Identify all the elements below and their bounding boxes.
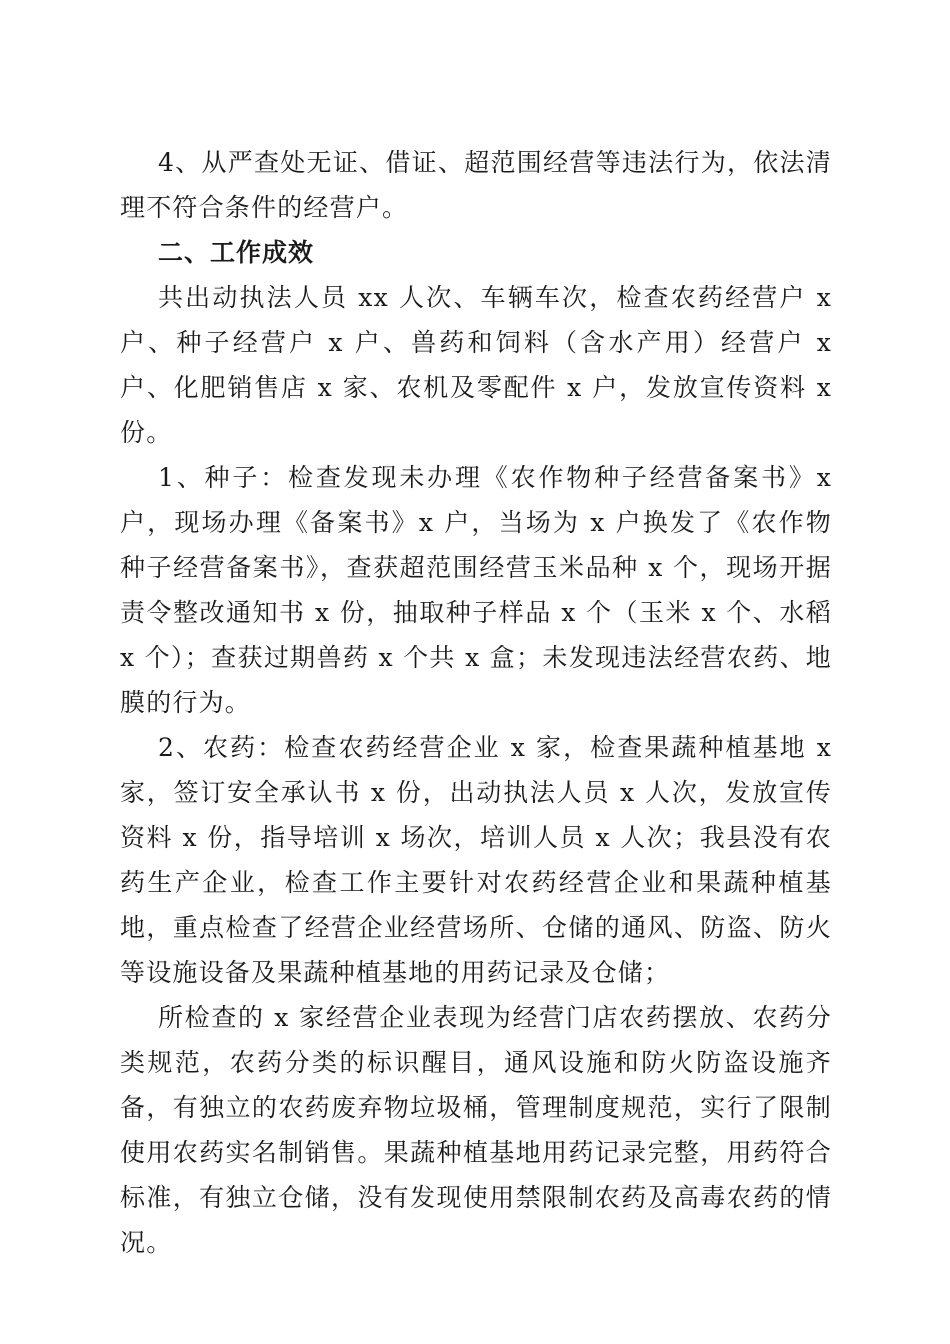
paragraph-pesticides: 2、农药：检查农药经营企业 x 家，检查果蔬种植基地 x 家，签订安全承认书 x 份，出动执法人员 x 人次，发放宣传资料 x 份，指导培训 x 场次，培训人员 x 人次；我县没有农药生产企业，检查工作主要针对农药经营企业和果蔬种植基地，重点检查了经营企业经营场所、仓储的通风、防盗、防火等设施设备及果蔬种植基地的用药记录及仓储； xyxy=(120,733,832,987)
paragraph-item-4: 4、从严查处无证、借证、超范围经营等违法行为，依法清理不符合条件的经营户。 xyxy=(120,148,832,222)
paragraph-seeds: 1、种子：检查发现未办理《农作物种子经营备案书》x 户，现场办理《备案书》x 户，当场为 x 户换发了《农作物种子经营备案书》，查获超范围经营玉米品种 x 个，现场开据责令整改通知书 x 份，抽取种子样品 x 个（玉米 x 个、水稻 x 个）；查获过期兽药 x 个共 x 盒；未发现违法经营农药、地膜的行为。 xyxy=(120,463,832,717)
section-heading-work-results: 二、工作成效 xyxy=(158,238,315,267)
paragraph-inspection-findings: 所检查的 x 家经营企业表现为经营门店农药摆放、农药分类规范，农药分类的标识醒目，通风设施和防火防盗设施齐备，有独立的农药废弃物垃圾桶，管理制度规范，实行了限制使用农药实名制销售。果蔬种植基地用药记录完整，用药符合标准，有独立仓储，没有发现使用禁限制农药及高毒农药的情况。 xyxy=(120,1003,832,1257)
paragraph-overview: 共出动执法人员 xx 人次、车辆车次，检查农药经营户 x 户、种子经营户 x 户、兽药和饲料（含水产用）经营户 x 户、化肥销售店 x 家、农机及零配件 x 户，发放宣传资料 x 份。 xyxy=(120,283,832,447)
document-body xyxy=(120,140,832,1265)
